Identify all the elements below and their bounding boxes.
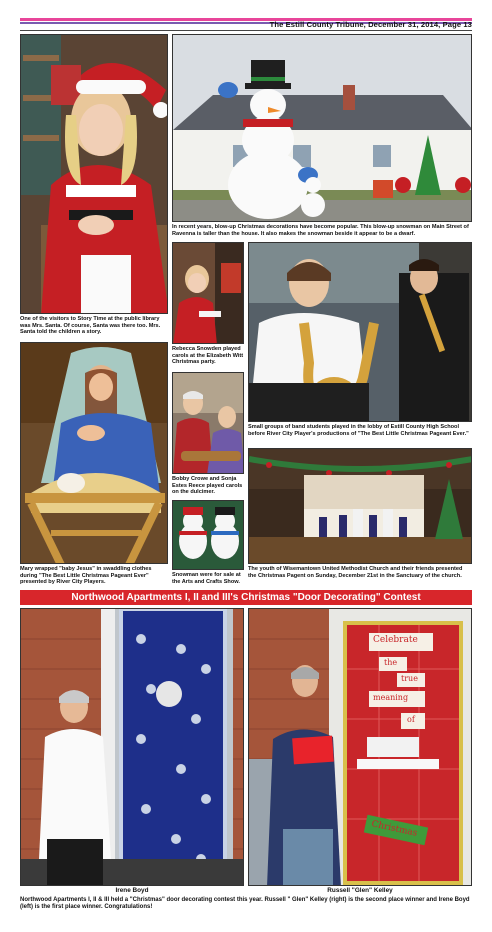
photo-mary	[20, 342, 168, 564]
photo-church	[248, 448, 472, 564]
caption-dulcimer: Bobby Crowe and Sonja Estes Reece played carols on the dulcimer.	[172, 476, 243, 496]
photo-russell-kelley	[248, 608, 472, 886]
caption-band: Small groups of band students played in the lobby of Estill County High School before River City Player's productions of "The Best Little Christmas Pageant Ever."	[248, 424, 469, 437]
photo-snowmen-sale	[172, 500, 244, 570]
caption-church: The youth of Wisemantown United Methodist Church and their friends presented the Christmas Pagent on Sunday, December 21st in the Sanctuary of the church.	[248, 566, 463, 579]
caption-irene-boyd: Irene Boyd	[115, 887, 149, 894]
door-word-meaning: meaning	[373, 693, 409, 702]
contest-caption: Northwood Apartments I, II & III held a "Christmas" door decorating contest this year. Russell " Glen" Kelley (right) is the second place winner and Irene Boyd (left) is the first place winner. Congratulations!	[20, 897, 470, 911]
masthead: The Estill County Tribune, December 31, 2014, Page 13	[269, 20, 472, 29]
photo-piano	[172, 242, 244, 344]
photo-mrs-santa	[20, 34, 168, 314]
photo-dulcimer	[172, 372, 244, 474]
caption-mrs-santa: One of the visitors to Story Time at the public library was Mrs. Santa. Of course, Santa was there too. Mrs. Santa told the children a story.	[20, 316, 161, 336]
door-word-the: the	[384, 658, 398, 667]
photo-irene-boyd	[20, 608, 244, 886]
caption-snowmen-sale: Snowman were for sale at the Arts and Crafts Show.	[172, 572, 241, 585]
contest-banner: Northwood Apartments I, II and III's Christmas "Door Decorating" Contest	[20, 590, 472, 605]
door-word-christmas: Christmas	[370, 819, 419, 839]
door-word-celebrate: Celebrate	[373, 635, 418, 645]
caption-snowman-house: In recent years, blow-up Christmas decorations have become popular. This blow-up snowman on Main Street of Ravenna is taller than the house. It also makes the snowman beside it appear to be a dwarf.	[172, 224, 469, 237]
door-word-of: of	[407, 715, 415, 724]
door-word-true: true	[401, 674, 418, 683]
caption-russell-kelley: Russell "Glen" Kelley	[327, 887, 393, 894]
photo-band	[248, 242, 472, 422]
caption-piano: Rebecca Snowden played carols at the Elizabeth Witt Christmas party.	[172, 346, 244, 366]
caption-mary: Mary wrapped "baby Jesus" in swaddling clothes during "The Best Little Christmas Pageant Ever" presented by River City Players.	[20, 566, 152, 586]
header-rule-thin	[20, 30, 472, 31]
photo-snowman-house	[172, 34, 472, 222]
